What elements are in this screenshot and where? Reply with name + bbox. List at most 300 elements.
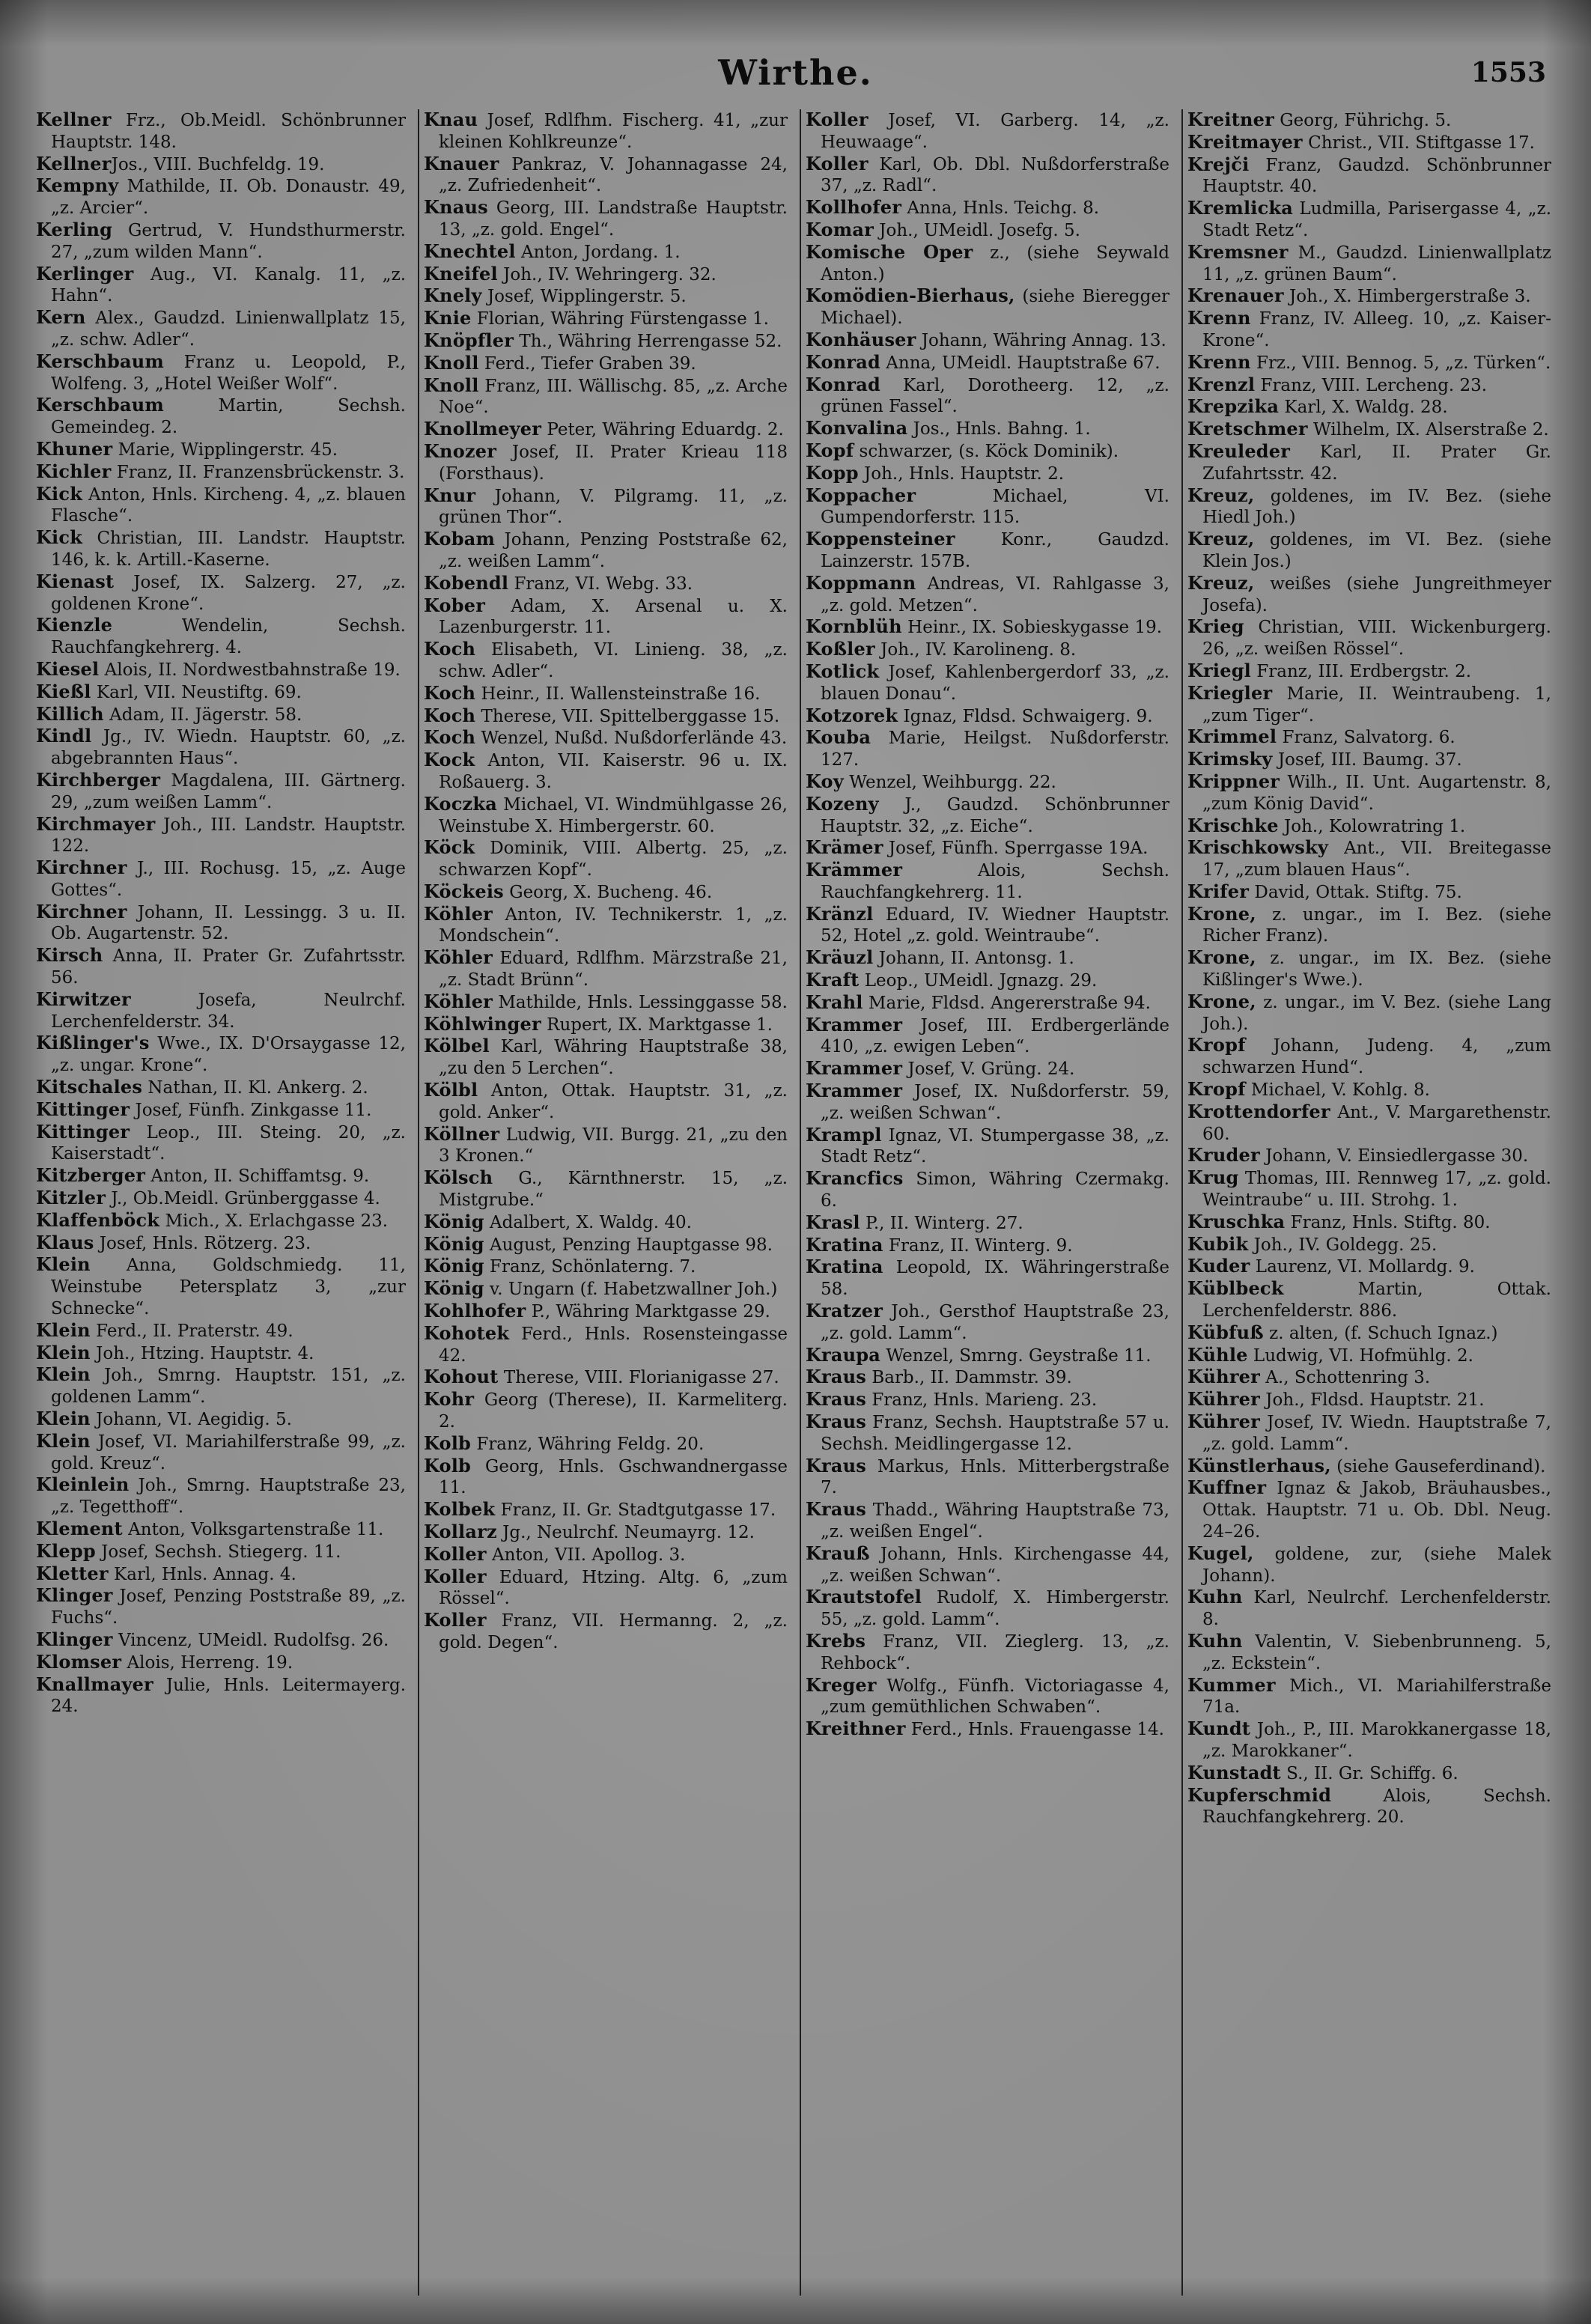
entry-details: Anna, UMeidl. Hauptstraße 67. — [880, 353, 1160, 373]
entry-details: Jg., IV. Wiedn. Hauptstr. 60, „z. abgebrannten Haus“. — [51, 727, 406, 769]
directory-columns — [36, 109, 1556, 2296]
entry-name: Kobam — [424, 528, 496, 550]
directory-entry — [36, 1254, 406, 1319]
entry-details: schwarzer, (s. Köck Dominik). — [854, 441, 1119, 461]
entry-name: Krenn — [1187, 350, 1251, 373]
entry-details: Josef, IV. Wiedn. Hauptstraße 7, „z. gold. Lamm“. — [1202, 1413, 1551, 1454]
entry-details: Joh., X. Himbergerstraße 3. — [1283, 287, 1531, 307]
directory-entry — [424, 1278, 788, 1301]
directory-entry — [806, 1455, 1169, 1500]
entry-name: Krone, — [1187, 902, 1256, 925]
directory-entry — [806, 485, 1169, 529]
directory-entry — [806, 463, 1169, 485]
entry-details: Josef, VI. Mariahilferstraße 99, „z. gold. Kreuz“. — [51, 1432, 406, 1473]
directory-entry — [36, 153, 406, 176]
directory-entry — [806, 153, 1169, 198]
directory-entry — [1187, 1167, 1551, 1211]
entry-details: Martin, Ottak. Lerchenfelderstr. 886. — [1202, 1280, 1551, 1321]
directory-entry — [1187, 1785, 1551, 1829]
entry-details: Nathan, II. Kl. Ankerg. 2. — [142, 1078, 368, 1098]
directory-entry — [1187, 1477, 1551, 1542]
entry-details: Alois, Sechsh. Rauchfangkehrerg. 11. — [821, 861, 1169, 902]
directory-entry — [806, 1675, 1169, 1719]
directory-entry — [36, 659, 406, 681]
directory-entry — [36, 1585, 406, 1629]
directory-entry — [1187, 1079, 1551, 1101]
entry-details: v. Ungarn (f. Habetzwallner Joh.) — [484, 1280, 778, 1300]
entry-details: Mich., X. Erlachgasse 23. — [159, 1211, 389, 1231]
entry-name: Kräuzl — [806, 946, 874, 969]
entry-name: Kraus — [806, 1454, 867, 1476]
directory-entry — [36, 1431, 406, 1475]
entry-name: Klepp — [36, 1539, 96, 1562]
entry-details: Franz, VII. Zieglerg. 13, „z. Rehbock“. — [821, 1631, 1169, 1673]
entry-name: Knaus — [424, 196, 488, 219]
directory-entry — [1187, 904, 1551, 948]
entry-details: Josef, Rdlfhm. Fischerg. 41, „zur kleinen Kohlkreunze“. — [439, 111, 788, 152]
directory-entry — [1187, 1389, 1551, 1411]
directory-entry — [424, 1566, 788, 1610]
directory-entry — [806, 904, 1169, 948]
entry-details: Joh., Htzing. Hauptstr. 4. — [90, 1343, 314, 1363]
directory-entry — [424, 1544, 788, 1566]
directory-entry — [36, 351, 406, 395]
entry-details: Joh., Smrng. Hauptstraße 23, „z. Tegetthoff“. — [51, 1476, 406, 1518]
entry-name: Kropf — [1187, 1078, 1246, 1101]
entry-details: Josef, Hnls. Rötzerg. 23. — [94, 1233, 311, 1253]
entry-name: Krenn — [1187, 307, 1251, 329]
entry-name: Kießl — [36, 680, 91, 702]
entry-details: Joh., Smrng. Hauptstr. 151, „z. goldenen Lamm“. — [51, 1366, 406, 1408]
directory-entry — [1187, 285, 1551, 308]
entry-name: Kißlinger's — [36, 1032, 150, 1054]
entry-name: Knoll — [424, 351, 479, 374]
directory-entry — [806, 418, 1169, 440]
directory-entry — [424, 749, 788, 794]
directory-entry — [36, 1099, 406, 1122]
entry-name: Köck — [424, 836, 475, 859]
directory-entry — [424, 308, 788, 330]
directory-entry — [806, 1366, 1169, 1389]
directory-entry — [1187, 837, 1551, 881]
directory-entry — [806, 705, 1169, 728]
entry-name: Krämer — [806, 836, 883, 859]
entry-name: Kreuz, — [1187, 528, 1255, 550]
entry-name: Kundt — [1187, 1718, 1251, 1740]
directory-entry — [36, 1032, 406, 1077]
entry-name: Kittinger — [36, 1120, 130, 1143]
entry-details: Adam, X. Arsenal u. X. Lazenburgerstr. 11. — [439, 596, 788, 638]
entry-name: Krämmer — [806, 859, 903, 881]
directory-entry — [424, 197, 788, 241]
entry-name: Krieg — [1187, 615, 1244, 638]
directory-entry — [806, 529, 1169, 573]
entry-name: Kratina — [806, 1256, 883, 1278]
entry-details: Leop., UMeidl. Jgnazg. 29. — [859, 971, 1098, 991]
directory-entry — [1187, 419, 1551, 441]
directory-entry — [424, 1389, 788, 1433]
directory-entry — [36, 461, 406, 484]
entry-name: Krenzl — [1187, 373, 1256, 395]
directory-entry — [424, 1610, 788, 1654]
directory-entry — [424, 904, 788, 948]
entry-name: Koßler — [806, 638, 875, 660]
entry-name: Kruschka — [1187, 1210, 1286, 1232]
directory-entry — [36, 219, 406, 264]
directory-entry — [36, 1320, 406, 1342]
entry-name: Kitzberger — [36, 1164, 146, 1187]
directory-entry — [36, 814, 406, 858]
entry-details: Georg, III. Landstraße Hauptstr. 13, „z. gold. Engel“. — [439, 198, 788, 240]
directory-entry — [1187, 1675, 1551, 1719]
entry-name: Klein — [36, 1253, 91, 1276]
entry-details: Karl, X. Waldg. 28. — [1279, 398, 1448, 418]
entry-name: Kruder — [1187, 1144, 1260, 1166]
directory-entry — [806, 573, 1169, 617]
directory-entry — [424, 1014, 788, 1036]
entry-details: Eduard, IV. Wiedner Hauptstr. 52, Hotel „z. gold. Weintraube“. — [821, 904, 1169, 946]
directory-entry — [806, 970, 1169, 992]
entry-name: Kolb — [424, 1454, 472, 1476]
directory-entry — [424, 1234, 788, 1256]
entry-name: Knozer — [424, 439, 497, 462]
entry-name: Kremsner — [1187, 240, 1289, 263]
entry-details: Therese, VII. Spittelberggasse 15. — [475, 706, 780, 726]
entry-details: Joh., Kolowratring 1. — [1278, 816, 1466, 836]
directory-entry — [1187, 660, 1551, 683]
directory-entry — [424, 727, 788, 749]
directory-entry — [1187, 1587, 1551, 1631]
entry-details: Ferd., II. Praterstr. 49. — [90, 1321, 293, 1341]
entry-name: Krampl — [806, 1123, 882, 1146]
entry-name: Khuner — [36, 437, 113, 460]
entry-name: Krebs — [806, 1629, 866, 1652]
entry-name: Kolbek — [424, 1498, 496, 1521]
directory-entry — [806, 837, 1169, 860]
directory-entry — [424, 991, 788, 1014]
entry-details: Leopold, IX. Währingerstraße 58. — [821, 1258, 1169, 1300]
entry-name: Klein — [36, 1429, 91, 1452]
entry-details: Alois, Sechsh. Rauchfangkehrerg. 20. — [1202, 1786, 1551, 1828]
entry-details: G., Kärnthnerstr. 15, „z. Mistgrube.“ — [439, 1169, 788, 1211]
entry-details: August, Penzing Hauptgasse 98. — [484, 1235, 773, 1255]
entry-details: Ferd., Hnls. Frauengasse 14. — [905, 1720, 1164, 1740]
column-1 — [36, 109, 410, 2296]
entry-details: Thadd., Währing Hauptstraße 73, „z. weißen Engel“. — [821, 1500, 1169, 1542]
entry-details: Julie, Hnls. Leitermayerg. 24. — [51, 1675, 406, 1717]
directory-entry — [1187, 1256, 1551, 1278]
directory-entry — [424, 1167, 788, 1211]
directory-entry — [1187, 132, 1551, 154]
entry-name: Kohlhofer — [424, 1300, 526, 1322]
entry-name: Koller — [806, 109, 868, 130]
entry-details: Franz, VII. Hermanng. 2, „z. gold. Degen“. — [439, 1611, 788, 1652]
entry-details: Christian, III. Landstr. Hauptstr. 146, k. k. Artill.-Kaserne. — [51, 529, 406, 570]
directory-entry — [806, 771, 1169, 794]
directory-entry — [36, 901, 406, 946]
directory-entry — [36, 1674, 406, 1718]
entry-name: Klement — [36, 1518, 123, 1539]
entry-name: Kerschbaum — [36, 394, 164, 416]
directory-entry — [806, 1080, 1169, 1125]
entry-details: Vincenz, UMeidl. Rudolfsg. 26. — [112, 1630, 389, 1650]
entry-details: Johann, Währing Annag. 13. — [916, 330, 1166, 350]
directory-entry — [806, 285, 1169, 329]
entry-details: P., II. Winterg. 27. — [860, 1213, 1023, 1233]
entry-name: Knollmeyer — [424, 418, 542, 440]
directory-entry — [1187, 947, 1551, 991]
entry-details: Anton, Hnls. Kircheng. 4, „z. blauen Flasche“. — [51, 484, 406, 526]
directory-entry — [1187, 1322, 1551, 1345]
entry-name: Kreuz, — [1187, 484, 1255, 506]
entry-details: Wwe., IX. D'Orsaygasse 12, „z. ungar. Krone“. — [51, 1034, 406, 1076]
entry-details: goldenes, im VI. Bez. (siehe Klein Jos.) — [1202, 530, 1551, 571]
column-4 — [1181, 109, 1556, 2296]
entry-details: Laurenz, VI. Mollardg. 9. — [1250, 1257, 1475, 1277]
directory-entry — [424, 1499, 788, 1521]
directory-entry — [806, 374, 1169, 419]
entry-name: Kozeny — [806, 792, 879, 815]
directory-entry — [806, 352, 1169, 374]
entry-name: Krimmel — [1187, 726, 1277, 748]
directory-entry — [806, 1345, 1169, 1367]
entry-name: Kletter — [36, 1562, 109, 1584]
directory-entry — [424, 573, 788, 595]
entry-name: Kellner — [36, 152, 112, 174]
directory-entry — [806, 1058, 1169, 1080]
entry-name: Klein — [36, 1408, 91, 1430]
entry-details: Franz, IV. Alleeg. 10, „z. Kaiser-Krone“. — [1202, 309, 1551, 350]
directory-entry — [424, 837, 788, 881]
entry-details: Franz, Hnls. Marieng. 23. — [866, 1390, 1098, 1411]
directory-entry — [36, 1518, 406, 1541]
directory-entry — [36, 175, 406, 219]
entry-details: Josef, IX. Nußdorferstr. 59, „z. weißen Schwan“. — [821, 1082, 1169, 1123]
entry-details: Joh., Fldsd. Hauptstr. 21. — [1260, 1390, 1485, 1411]
entry-details: Josef, Fünfh. Sperrgasse 19A. — [883, 839, 1149, 859]
entry-details: Karl, Neulrchf. Lerchenfelderstr. 8. — [1202, 1588, 1551, 1630]
directory-entry — [1187, 573, 1551, 617]
page-header — [0, 52, 1591, 105]
entry-details: Johann, II. Antonsg. 1. — [873, 949, 1074, 969]
entry-details: M., Gaudzd. Linienwallplatz 11, „z. grünen Baum“. — [1202, 243, 1551, 285]
entry-name: Krauß — [806, 1542, 870, 1564]
directory-entry — [36, 307, 406, 351]
directory-entry — [1187, 1234, 1551, 1256]
entry-details: Ignaz & Jakob, Bräuhausbes., Ottak. Hauptstr. 71 u. Ob. Dbl. Neug. 24–26. — [1202, 1479, 1551, 1542]
entry-details: Johann, Hnls. Kirchengasse 44, „z. weißen Schwan“. — [821, 1544, 1169, 1586]
directory-entry — [36, 989, 406, 1033]
directory-entry — [806, 727, 1169, 771]
entry-name: Kugel, — [1187, 1542, 1254, 1564]
entry-name: Kick — [36, 482, 83, 505]
entry-details: Marie, II. Weintraubeng. 1, „zum Tiger“. — [1202, 684, 1551, 726]
directory-entry — [1187, 352, 1551, 374]
entry-name: Koppacher — [806, 484, 916, 506]
entry-details: Ferd., Hnls. Rosensteingasse 42. — [439, 1324, 788, 1366]
entry-details: Mich., VI. Mariahilferstraße 71a. — [1202, 1676, 1551, 1718]
entry-details: z. ungar., im I. Bez. (siehe Richer Franz). — [1202, 904, 1551, 946]
directory-entry — [424, 264, 788, 286]
directory-entry — [36, 1541, 406, 1563]
entry-name: Klein — [36, 1363, 91, 1386]
entry-name: Klinger — [36, 1584, 113, 1607]
directory-entry — [806, 992, 1169, 1015]
directory-entry — [806, 242, 1169, 286]
entry-details: Franz, Salvatorg. 6. — [1277, 728, 1455, 748]
entry-details: Ant., V. Margarethenstr. 60. — [1202, 1102, 1551, 1144]
entry-details: z. ungar., im IX. Bez. (siehe Kißlinger's Wwe.). — [1202, 949, 1551, 991]
entry-details: S., II. Gr. Schiffg. 6. — [1280, 1763, 1458, 1783]
directory-entry — [1187, 1345, 1551, 1367]
entry-details: goldene, zur, (siehe Malek Johann). — [1202, 1544, 1551, 1586]
entry-details: Valentin, V. Siebenbrunneng. 5, „z. Eckstein“. — [1202, 1631, 1551, 1673]
entry-details: Karl, Ob. Dbl. Nußdorferstraße 37, „z. Radl“. — [821, 154, 1169, 196]
entry-name: König — [424, 1255, 484, 1277]
entry-name: Komödien-Bierhaus, — [806, 285, 1015, 307]
directory-entry — [36, 681, 406, 704]
directory-entry — [36, 484, 406, 528]
entry-name: Kreitmayer — [1187, 130, 1303, 153]
entry-name: Kempny — [36, 174, 119, 197]
entry-name: Krimsky — [1187, 748, 1273, 770]
directory-entry — [424, 881, 788, 904]
entry-details: Franz, II. Franzensbrückenstr. 3. — [111, 462, 405, 482]
entry-name: Krepzika — [1187, 395, 1280, 418]
entry-details: Franz, Schönlaterng. 7. — [484, 1257, 696, 1277]
directory-entry — [36, 770, 406, 814]
directory-entry — [806, 616, 1169, 639]
entry-details: Ant., VII. Breitegasse 17, „zum blauen Haus“. — [1202, 839, 1551, 880]
entry-details: Joh., Gersthof Hauptstraße 23, „z. gold. Lamm“. — [821, 1302, 1169, 1343]
directory-entry — [36, 1077, 406, 1099]
entry-name: Kiesel — [36, 657, 100, 680]
entry-details: Josef, Penzing Poststraße 89, „z. Fuchs“. — [51, 1587, 406, 1628]
entry-name: Kölsch — [424, 1166, 493, 1189]
directory-entry — [806, 1631, 1169, 1675]
directory-entry — [424, 109, 788, 153]
entry-details: Josef, III. Erdbergerlände 410, „z. ewigen Leben“. — [821, 1015, 1169, 1057]
entry-name: Krenauer — [1187, 285, 1284, 307]
entry-name: Krautstofel — [806, 1586, 922, 1608]
entry-name: Konrad — [806, 373, 880, 395]
directory-entry — [36, 439, 406, 461]
entry-name: Kränzl — [806, 902, 874, 925]
entry-details: Georg, Führichg. 5. — [1274, 111, 1452, 130]
directory-entry — [424, 1521, 788, 1544]
entry-details: Johann, V. Einsiedlergasse 30. — [1259, 1146, 1529, 1166]
entry-name: Konvalina — [806, 417, 908, 439]
entry-details: Josefa, Neulrchf. Lerchenfelderstr. 34. — [51, 990, 406, 1032]
entry-name: Krone, — [1187, 990, 1256, 1012]
entry-details: Alois, II. Nordwestbahnstraße 19. — [99, 660, 401, 680]
section-title: Wirthe. — [718, 52, 873, 93]
entry-name: Kitschales — [36, 1076, 143, 1098]
entry-details: Marie, Wipplingerstr. 45. — [112, 439, 338, 460]
entry-details: Karl, VII. Neustiftg. 69. — [91, 682, 302, 702]
entry-details: Therese, VIII. Florianigasse 27. — [498, 1368, 779, 1388]
entry-name: Kotlick — [806, 660, 880, 682]
entry-details: Wenzel, Nußd. Nußdorferlände 43. — [475, 728, 788, 749]
entry-details: Joh., IV. Goldegg. 25. — [1248, 1235, 1438, 1255]
entry-name: Kunstadt — [1187, 1761, 1281, 1783]
directory-entry — [806, 1015, 1169, 1059]
directory-entry — [1187, 683, 1551, 727]
entry-details: Jg., Neulrchf. Neumayrg. 12. — [496, 1523, 755, 1542]
entry-name: Knie — [424, 307, 472, 329]
entry-details: Franz, Hnls. Stiftg. 80. — [1285, 1212, 1491, 1232]
directory-entry — [1187, 1543, 1551, 1587]
entry-details: David, Ottak. Stiftg. 75. — [1249, 882, 1462, 902]
entry-details: Josef, VI. Garberg. 14, „z. Heuwaage“. — [821, 111, 1169, 152]
directory-entry — [424, 1301, 788, 1323]
entry-name: Kummer — [1187, 1673, 1276, 1696]
entry-details: goldenes, im IV. Bez. (siehe Hiedl Joh.) — [1202, 486, 1551, 528]
entry-details: Anna, Hnls. Teichg. 8. — [901, 198, 1100, 219]
directory-entry — [424, 1366, 788, 1389]
entry-details: J., Ob.Meidl. Grünberggasse 4. — [106, 1189, 380, 1209]
directory-entry — [424, 330, 788, 353]
entry-name: Knau — [424, 109, 478, 130]
entry-name: Konhäuser — [806, 328, 916, 350]
entry-details: Michael, VI. Gumpendorferstr. 115. — [821, 486, 1169, 528]
entry-details: Anton, II. Schiffamtsg. 9. — [145, 1166, 370, 1187]
entry-name: Kleinlein — [36, 1473, 130, 1496]
entry-details: P., Währing Marktgasse 29. — [526, 1302, 770, 1322]
directory-entry — [424, 375, 788, 419]
entry-details: Johann, II. Lessingg. 3 u. II. Ob. Augartenstr. 52. — [51, 902, 406, 944]
entry-details: Wolfg., Fünfh. Victoriagasse 4, „zum gemüthlichen Schwaben“. — [821, 1676, 1169, 1718]
entry-details: Heinr., II. Wallensteinstraße 16. — [475, 684, 761, 704]
entry-name: Kropf — [1187, 1034, 1246, 1056]
directory-entry — [36, 395, 406, 439]
directory-entry — [806, 1256, 1169, 1301]
directory-entry — [806, 1301, 1169, 1345]
entry-name: Kupferschmid — [1187, 1783, 1332, 1806]
entry-name: Kopp — [806, 461, 859, 484]
entry-details: Franz, VI. Webg. 33. — [508, 574, 693, 594]
entry-details: Marie, Fldsd. Angererstraße 94. — [863, 993, 1151, 1013]
directory-entry — [424, 794, 788, 838]
entry-name: Krancfics — [806, 1167, 904, 1190]
directory-entry — [806, 947, 1169, 970]
entry-details: Franz, III. Wällischg. 85, „z. Arche Noe“. — [439, 376, 788, 418]
entry-name: Kübfuß — [1187, 1321, 1264, 1343]
entry-name: Kichler — [36, 460, 112, 482]
entry-details: Karl, Währing Hauptstraße 38, „zu den 5 Lerchen“. — [439, 1037, 788, 1079]
entry-details: Christian, VIII. Wickenburgerg. 26, „z. weißen Rössel“. — [1202, 618, 1551, 660]
entry-details: Anton, VII. Kaiserstr. 96 u. IX. Roßauerg. 3. — [439, 751, 788, 792]
entry-details: Simon, Währing Czermakg. 6. — [821, 1169, 1169, 1211]
entry-name: Koczka — [424, 792, 497, 815]
directory-entry — [36, 704, 406, 726]
entry-name: Kohotek — [424, 1321, 510, 1344]
entry-name: Köhler — [424, 946, 493, 969]
entry-details: Alois, Herreng. 19. — [121, 1652, 293, 1673]
directory-entry — [424, 285, 788, 308]
directory-entry — [36, 1210, 406, 1232]
entry-details: z., (siehe Seywald Anton.) — [821, 243, 1169, 285]
entry-name: Kohout — [424, 1366, 499, 1388]
entry-name: Koy — [806, 770, 844, 792]
entry-details: Karl, Dorotheerg. 12, „z. grünen Fassel“. — [821, 375, 1169, 417]
entry-details: Michael, V. Kohlg. 8. — [1245, 1080, 1430, 1101]
entry-details: Karl, Hnls. Annag. 4. — [108, 1564, 296, 1584]
entry-name: Koch — [424, 638, 476, 660]
directory-entry — [806, 1389, 1169, 1411]
entry-details: Karl, II. Prater Gr. Zufahrtsstr. 42. — [1202, 442, 1551, 484]
entry-details: Eduard, Htzing. Altg. 6, „zum Rössel“. — [439, 1567, 788, 1609]
